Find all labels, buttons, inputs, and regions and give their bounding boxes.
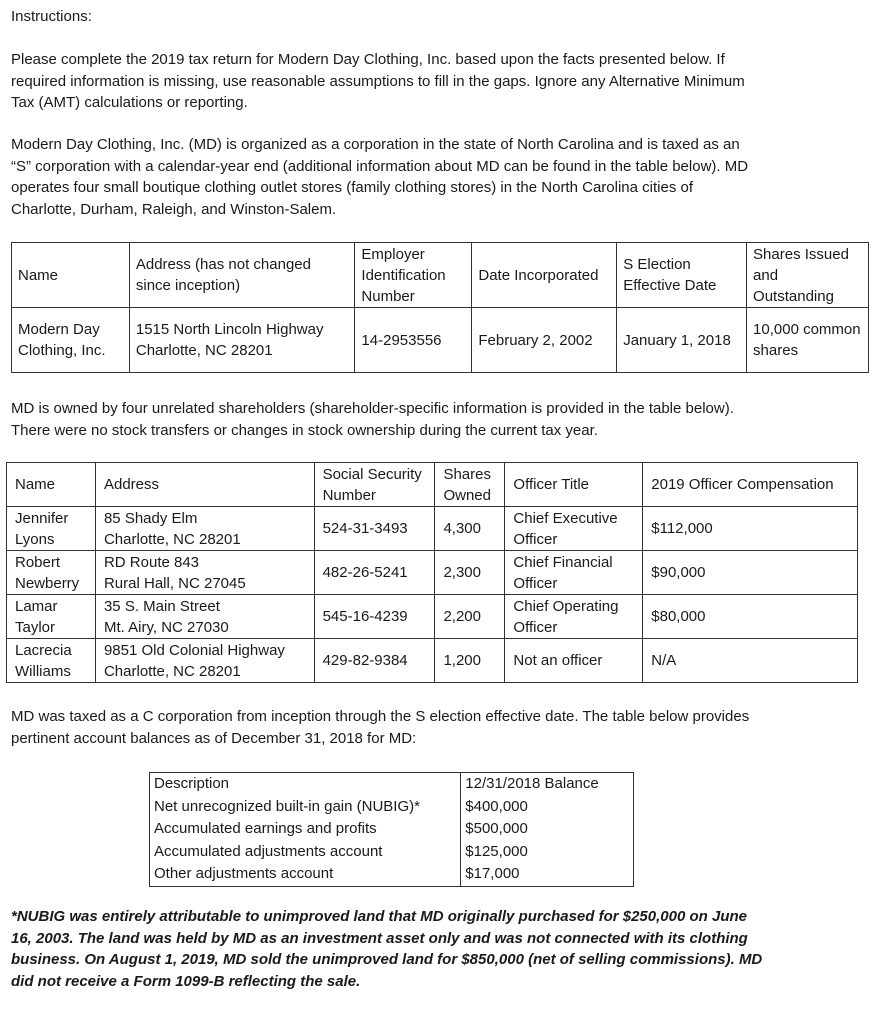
sh-address-line2: Charlotte, NC 28201 xyxy=(103,530,241,548)
bal-header-description: Description xyxy=(150,773,461,796)
sh-header-title: Officer Title xyxy=(505,463,643,507)
sh-address-line1: 35 S. Main Street xyxy=(103,597,220,615)
company-s-election: January 1, 2018 xyxy=(617,308,747,373)
sh-name: Robert Newberry xyxy=(7,551,96,595)
bal-description: Net unrecognized built-in gain (NUBIG)* xyxy=(150,796,461,819)
sh-title: Chief Executive Officer xyxy=(505,507,643,551)
sh-address-line2: Charlotte, NC 28201 xyxy=(103,662,241,680)
table-row xyxy=(7,639,858,683)
header-date-incorporated: Date Incorporated xyxy=(472,243,617,308)
header-name: Name xyxy=(12,243,130,308)
sh-shares: 2,300 xyxy=(435,551,505,595)
sh-header-name: Name xyxy=(7,463,96,507)
sh-comp: $90,000 xyxy=(643,551,858,595)
sh-address xyxy=(95,595,314,639)
company-paragraph: Modern Day Clothing, Inc. (MD) is organized as a corporation in the state of North Carolina and is taxed as an “S” corporation with a calendar-year end (additional information about MD can be found in the table below). MD operates four small boutique clothing outlet stores (family clothing stores) in the North Carolina cities of Charlotte, Durham, Raleigh, and Winston-Salem. xyxy=(11,136,749,218)
table-row xyxy=(150,841,634,864)
sh-title: Chief Operating Officer xyxy=(505,595,643,639)
sh-ssn: 524-31-3493 xyxy=(314,507,435,551)
sh-header-address: Address xyxy=(95,463,314,507)
company-table-header-row xyxy=(12,243,869,308)
sh-header-comp: 2019 Officer Compensation xyxy=(643,463,858,507)
table-row xyxy=(150,863,634,886)
sh-address xyxy=(95,507,314,551)
sh-name: Jennifer Lyons xyxy=(7,507,96,551)
sh-ssn: 482-26-5241 xyxy=(314,551,435,595)
sh-comp: $112,000 xyxy=(643,507,858,551)
sh-comp: N/A xyxy=(643,639,858,683)
balances-header-row xyxy=(150,773,634,796)
table-row xyxy=(150,796,634,819)
sh-header-ssn: Social Security Number xyxy=(314,463,435,507)
bal-header-balance: 12/31/2018 Balance xyxy=(465,775,599,792)
sh-ssn: 429-82-9384 xyxy=(314,639,435,683)
sh-ssn: 545-16-4239 xyxy=(314,595,435,639)
sh-address-line1: 9851 Old Colonial Highway xyxy=(103,641,285,659)
sh-address xyxy=(95,551,314,595)
sh-name: Lacrecia Williams xyxy=(7,639,96,683)
bal-value: $500,000 xyxy=(465,820,528,837)
instructions-heading: Instructions: xyxy=(11,8,92,25)
bal-description: Other adjustments account xyxy=(150,863,461,886)
balances-table xyxy=(149,772,634,887)
sh-title: Chief Financial Officer xyxy=(505,551,643,595)
header-address: Address (has not changed since inception) xyxy=(129,243,355,308)
bal-description: Accumulated earnings and profits xyxy=(150,818,461,841)
company-table-row xyxy=(12,308,869,373)
sh-address-line1: RD Route 843 xyxy=(103,553,200,571)
header-s-election: S Election Effective Date xyxy=(617,243,747,308)
table-row xyxy=(150,818,634,841)
nubig-footnote: *NUBIG was entirely attributable to unimproved land that MD originally purchased for $250,000 on June 16, 2003. The land was held by MD as an investment asset only and was not connected with its clothing business. On August 1, 2019, MD sold the unimproved land for $850,000 (net of selling commissions). MD did not receive a Form 1099-B reflecting the sale. xyxy=(11,908,763,990)
shareholders-table xyxy=(6,462,858,683)
intro-paragraph: Please complete the 2019 tax return for Modern Day Clothing, Inc. based upon the facts presented below. If required information is missing, use reasonable assumptions to fill in the gaps. Ignore any Alternative Minimum Tax (AMT) calculations or reporting. xyxy=(11,51,745,111)
owners-paragraph: MD is owned by four unrelated shareholders (shareholder-specific information is provided in the table below). There were no stock transfers or changes in stock ownership during the current tax year. xyxy=(11,400,734,439)
company-name: Modern Day Clothing, Inc. xyxy=(12,308,130,373)
sh-shares: 1,200 xyxy=(435,639,505,683)
company-ein: 14-2953556 xyxy=(355,308,472,373)
sh-shares: 4,300 xyxy=(435,507,505,551)
ccorp-paragraph: MD was taxed as a C corporation from inception through the S election effective date. The table below provides pertinent account balances as of December 31, 2018 for MD: xyxy=(11,708,750,747)
sh-address-line1: 85 Shady Elm xyxy=(103,509,198,527)
sh-address-line2: Mt. Airy, NC 27030 xyxy=(103,618,229,636)
company-table xyxy=(11,242,869,373)
sh-title: Not an officer xyxy=(505,639,643,683)
sh-comp: $80,000 xyxy=(643,595,858,639)
header-shares: Shares Issued and Outstanding xyxy=(747,243,869,308)
company-address xyxy=(129,308,355,373)
company-address-line1: 1515 North Lincoln Highway xyxy=(135,321,324,338)
company-date-incorporated: February 2, 2002 xyxy=(472,308,617,373)
bal-value: $17,000 xyxy=(465,865,520,882)
bal-value: $125,000 xyxy=(465,842,528,860)
sh-address-line2: Rural Hall, NC 27045 xyxy=(103,574,246,592)
sh-name: Lamar Taylor xyxy=(7,595,96,639)
header-ein: Employer Identification Number xyxy=(355,243,472,308)
table-row xyxy=(7,551,858,595)
sh-header-shares: Shares Owned xyxy=(435,463,505,507)
sh-address xyxy=(95,639,314,683)
bal-description: Accumulated adjustments account xyxy=(150,841,461,864)
table-row xyxy=(7,595,858,639)
table-row xyxy=(7,507,858,551)
company-shares: 10,000 common shares xyxy=(747,308,869,373)
bal-value: $400,000 xyxy=(465,797,528,815)
sh-shares: 2,200 xyxy=(435,595,505,639)
shareholders-header-row xyxy=(7,463,858,507)
company-address-line2: Charlotte, NC 28201 xyxy=(135,342,273,359)
